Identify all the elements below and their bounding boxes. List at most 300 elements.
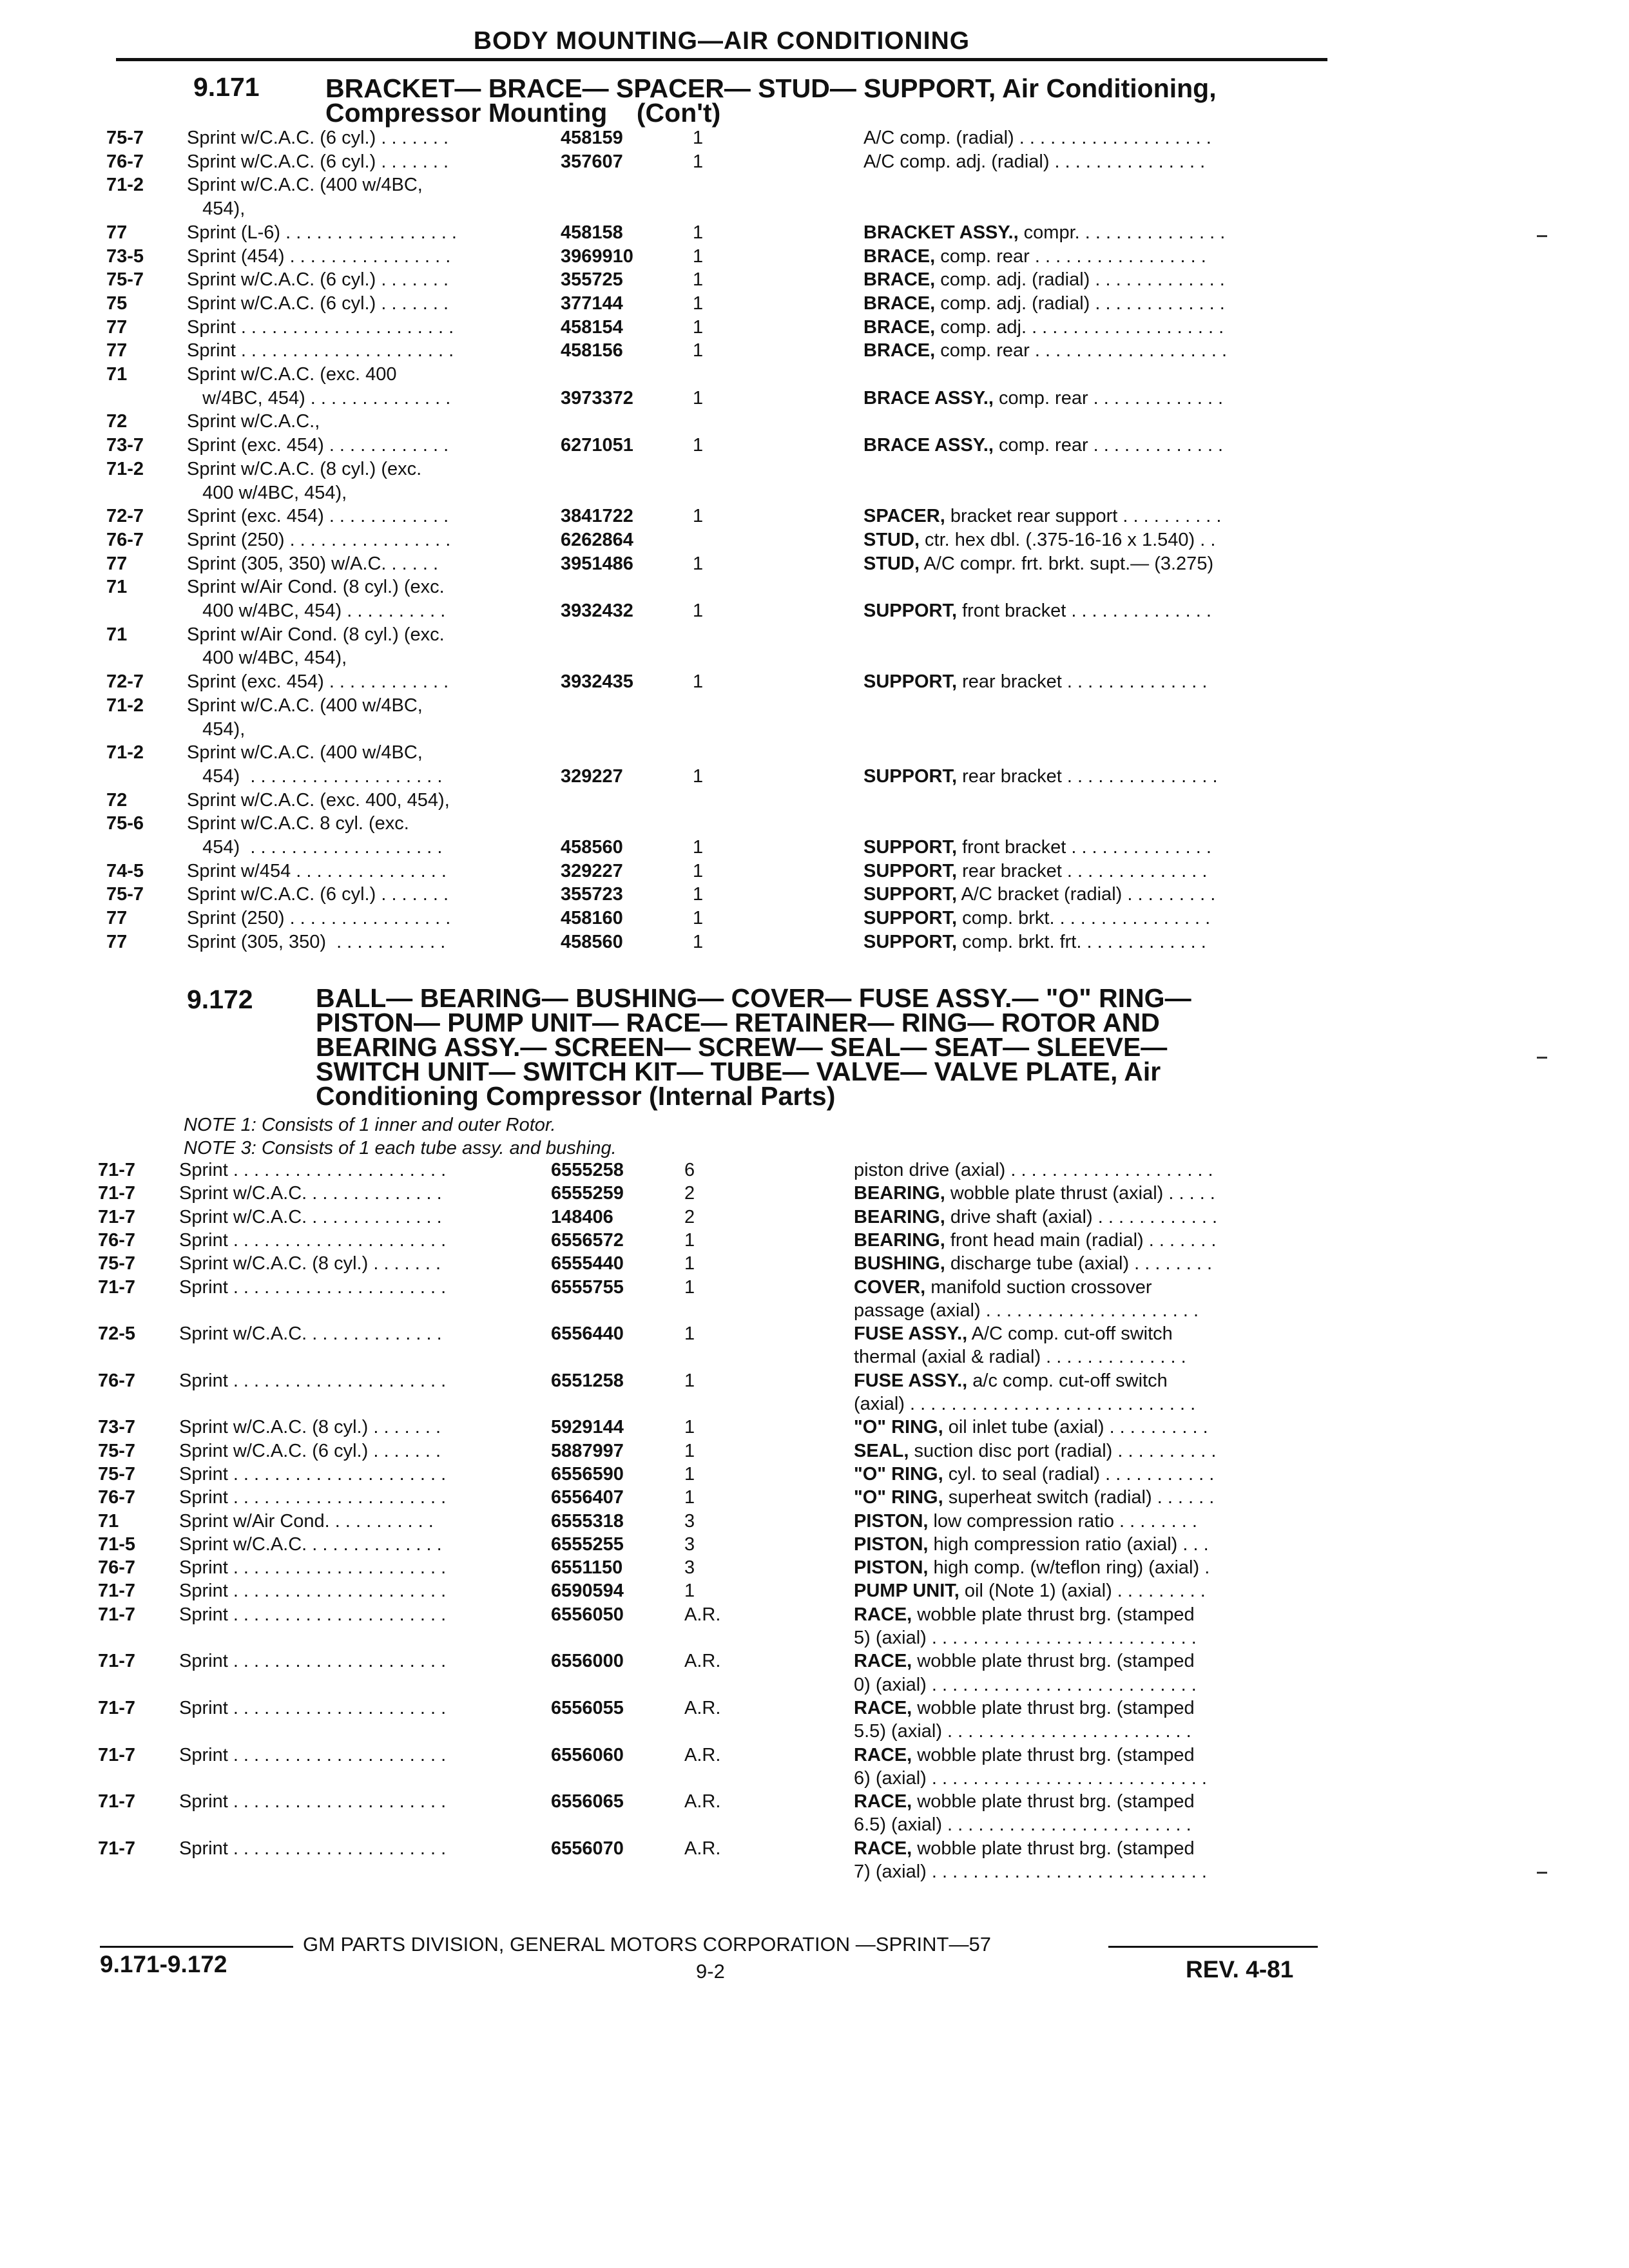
year-cell: 72-7	[106, 506, 144, 527]
parts-row	[0, 269, 1629, 293]
quantity-cell: 1	[693, 765, 704, 787]
description-keyword: BEARING,	[854, 1206, 945, 1227]
year-cell: 73-7	[106, 435, 144, 456]
description-cell	[854, 1604, 1195, 1626]
description-keyword: "O" RING,	[854, 1417, 943, 1438]
description-keyword: BUSHING,	[854, 1253, 945, 1274]
description-text: compr. . . . . . . . . . . . . . .	[1018, 222, 1226, 243]
parts-row	[0, 1745, 1629, 1768]
description-text: wobble plate thrust brg. (stamped	[912, 1838, 1195, 1859]
description-text: comp. brkt. frt. . . . . . . . . . . . .	[957, 931, 1206, 952]
description-cell	[863, 908, 1210, 929]
model-cell: Sprint w/Air Cond. . . . . . . . . . .	[179, 1510, 434, 1532]
part-number-cell: 6556572	[551, 1229, 624, 1251]
model-cell: Sprint w/C.A.C. (6 cyl.) . . . . . . .	[187, 293, 449, 314]
model-cell: Sprint (exc. 454) . . . . . . . . . . . .	[187, 506, 449, 527]
description-keyword: PISTON,	[854, 1510, 929, 1532]
parts-row	[0, 1721, 1629, 1744]
description-text: front bracket . . . . . . . . . . . . . .	[957, 601, 1211, 621]
part-number-cell: 6555259	[551, 1183, 624, 1204]
year-cell: 77	[106, 931, 128, 952]
margin-mark	[1537, 235, 1547, 237]
parts-row	[0, 1557, 1629, 1581]
section-title-line: PISTON— PUMP UNIT— RACE— RETAINER— RING— ROTOR AND	[316, 1008, 1160, 1037]
parts-row	[0, 577, 1629, 600]
parts-row	[0, 1277, 1629, 1300]
model-cell: Sprint (454) . . . . . . . . . . . . . . . .	[187, 245, 451, 267]
description-cell	[854, 1417, 1208, 1438]
model-cell: Sprint w/C.A.C. (6 cyl.) . . . . . . .	[187, 884, 449, 905]
part-number-cell: 5887997	[551, 1440, 624, 1461]
description-keyword: PISTON,	[854, 1557, 929, 1579]
description-cell	[854, 1698, 1195, 1719]
parts-row	[0, 364, 1629, 387]
description-text: A/C compr. frt. brkt. supt.— (3.275)	[920, 553, 1214, 574]
year-cell: 72-7	[106, 671, 144, 693]
description-text: wobble plate thrust brg. (stamped	[912, 1651, 1195, 1672]
description-text: discharge tube (axial) . . . . . . . .	[945, 1253, 1213, 1274]
parts-row	[0, 790, 1629, 813]
description-text: rear bracket . . . . . . . . . . . . . . .	[957, 765, 1218, 787]
part-number-cell: 329227	[561, 765, 623, 787]
parts-row	[0, 1814, 1629, 1838]
parts-row	[0, 1675, 1629, 1698]
part-number-cell: 5929144	[551, 1417, 624, 1438]
description-keyword: BRACE ASSY.,	[863, 435, 994, 456]
model-cell: 454) . . . . . . . . . . . . . . . . . . .	[187, 837, 443, 858]
description-keyword: SUPPORT,	[863, 931, 958, 952]
model-cell: Sprint . . . . . . . . . . . . . . . . . . . . .	[179, 1697, 447, 1718]
description-text: front bracket . . . . . . . . . . . . . .	[957, 837, 1211, 858]
year-cell: 76-7	[98, 1370, 136, 1391]
model-cell: Sprint w/454 . . . . . . . . . . . . . . .	[187, 860, 447, 881]
description-text: comp. rear . . . . . . . . . . . . . . . . .	[935, 245, 1206, 267]
part-number-cell: 355723	[561, 884, 623, 905]
parts-row	[0, 1441, 1629, 1464]
quantity-cell: 6	[684, 1160, 695, 1180]
part-number-cell: 458560	[561, 837, 623, 858]
year-cell: 71-7	[98, 1206, 136, 1227]
page-number: 9-2	[696, 1960, 725, 1983]
description-keyword: STUD,	[863, 553, 920, 574]
model-cell: 454),	[187, 718, 246, 740]
part-number-cell: 6551258	[551, 1370, 624, 1391]
description-keyword: SUPPORT,	[863, 765, 958, 787]
description-cell	[863, 435, 1223, 456]
description-keyword: BRACKET ASSY.,	[863, 222, 1019, 243]
parts-row	[0, 459, 1629, 482]
description-text: A/C comp. (radial) . . . . . . . . . . . . . . . . . . .	[863, 128, 1211, 148]
model-cell: Sprint w/C.A.C. . . . . . . . . . . . . .	[179, 1183, 442, 1204]
part-number-cell: 6271051	[561, 435, 633, 456]
model-cell: Sprint w/Air Cond. (8 cyl.) (exc.	[187, 577, 445, 598]
quantity-cell: 1	[693, 601, 704, 621]
model-cell: Sprint w/C.A.C. (6 cyl.) . . . . . . .	[179, 1440, 441, 1461]
description-cell	[854, 1814, 1191, 1836]
part-number-cell: 6551150	[551, 1557, 623, 1579]
revision-label: REV. 4-81	[1186, 1956, 1294, 1983]
description-cell	[854, 1487, 1214, 1508]
parts-row	[0, 1160, 1629, 1183]
description-cell	[863, 506, 1221, 527]
description-keyword: BRACE,	[863, 293, 936, 314]
year-cell: 71-7	[98, 1744, 136, 1765]
year-cell: 73-5	[106, 245, 144, 267]
part-number-cell: 6556070	[551, 1838, 624, 1859]
parts-row	[0, 695, 1629, 718]
description-cell	[854, 1628, 1197, 1649]
part-number-cell: 148406	[551, 1206, 613, 1227]
quantity-cell: 1	[693, 316, 704, 338]
description-keyword: BEARING,	[854, 1183, 945, 1204]
description-keyword: PISTON,	[854, 1533, 929, 1555]
model-cell: Sprint w/C.A.C.,	[187, 411, 320, 432]
description-keyword: FUSE ASSY.,	[854, 1323, 968, 1345]
parts-row	[0, 1604, 1629, 1628]
quantity-cell: 1	[693, 340, 704, 361]
quantity-cell: 1	[693, 269, 704, 291]
model-cell: 454) . . . . . . . . . . . . . . . . . . .	[187, 765, 443, 787]
description-text: wobble plate thrust brg. (stamped	[912, 1604, 1195, 1625]
description-cell	[854, 1581, 1206, 1602]
description-cell	[854, 1675, 1197, 1696]
quantity-cell: 3	[684, 1533, 695, 1555]
quantity-cell: 1	[693, 435, 704, 456]
description-keyword: COVER,	[854, 1276, 926, 1298]
description-keyword: SUPPORT,	[863, 601, 958, 621]
model-cell: Sprint . . . . . . . . . . . . . . . . . . . . .	[179, 1581, 447, 1602]
description-text: wobble plate thrust brg. (stamped	[912, 1791, 1195, 1812]
description-text: comp. rear . . . . . . . . . . . . .	[993, 435, 1224, 456]
model-cell: Sprint . . . . . . . . . . . . . . . . . . . . .	[179, 1838, 447, 1859]
description-cell	[863, 884, 1215, 905]
parts-row	[0, 553, 1629, 577]
model-cell: 400 w/4BC, 454),	[187, 648, 347, 669]
margin-mark	[1537, 1057, 1547, 1059]
parts-row	[0, 1861, 1629, 1885]
quantity-cell: 1	[693, 222, 704, 243]
parts-row	[0, 411, 1629, 434]
description-cell	[854, 1253, 1212, 1274]
description-cell	[863, 837, 1211, 858]
model-cell: Sprint (250) . . . . . . . . . . . . . . . .	[187, 908, 451, 929]
year-cell: 71	[106, 624, 128, 645]
description-text: superheat switch (radial) . . . . . .	[943, 1487, 1215, 1508]
description-keyword: STUD,	[863, 529, 920, 550]
description-cell	[854, 1207, 1217, 1228]
description-text: 6.5) (axial) . . . . . . . . . . . . . . . . . . . . . . . .	[854, 1814, 1191, 1836]
model-cell: Sprint . . . . . . . . . . . . . . . . . . . . .	[179, 1487, 447, 1508]
description-cell	[854, 1791, 1195, 1812]
model-cell: Sprint . . . . . . . . . . . . . . . . . . . . .	[179, 1276, 447, 1298]
parts-row	[0, 1768, 1629, 1791]
description-cell	[854, 1300, 1199, 1321]
description-text: thermal (axial & radial) . . . . . . . . . . . . . .	[854, 1347, 1186, 1368]
parts-row	[0, 648, 1629, 671]
model-cell: Sprint w/C.A.C. 8 cyl. (exc.	[187, 813, 409, 834]
parts-row	[0, 198, 1629, 222]
description-text: high compression ratio (axial) . . .	[928, 1533, 1209, 1555]
description-keyword: PUMP UNIT,	[854, 1581, 959, 1602]
part-number-cell: 3973372	[561, 387, 633, 408]
description-text: rear bracket . . . . . . . . . . . . . .	[957, 671, 1208, 693]
parts-row	[0, 388, 1629, 411]
quantity-cell: 1	[693, 908, 704, 929]
description-cell	[863, 671, 1207, 693]
description-cell	[854, 1347, 1186, 1368]
quantity-cell: 1	[684, 1323, 695, 1345]
parts-row	[0, 1534, 1629, 1557]
year-cell: 71-2	[106, 458, 144, 479]
part-number-cell: 355725	[561, 269, 623, 291]
model-cell: Sprint . . . . . . . . . . . . . . . . . . . . .	[179, 1791, 447, 1812]
parts-row	[0, 932, 1629, 955]
quantity-cell: 1	[693, 128, 704, 148]
part-number-cell: 458159	[561, 128, 623, 148]
quantity-cell: A.R.	[684, 1838, 721, 1859]
parts-row	[0, 1628, 1629, 1651]
year-cell: 75-6	[106, 813, 144, 834]
model-cell: Sprint w/C.A.C. (400 w/4BC,	[187, 695, 423, 716]
parts-row	[0, 742, 1629, 765]
year-cell: 71-7	[98, 1697, 136, 1718]
description-keyword: BRACE,	[863, 269, 936, 291]
part-number-cell: 458158	[561, 222, 623, 243]
description-keyword: BRACE ASSY.,	[863, 387, 994, 408]
quantity-cell: 2	[684, 1206, 695, 1227]
parts-row	[0, 719, 1629, 742]
parts-row	[0, 128, 1629, 151]
parts-row	[0, 222, 1629, 245]
description-text: piston drive (axial) . . . . . . . . . . . . . . . . . . . .	[854, 1160, 1213, 1180]
quantity-cell: A.R.	[684, 1697, 721, 1718]
part-number-cell: 6556050	[551, 1604, 624, 1625]
year-cell: 75-7	[98, 1463, 136, 1485]
year-cell: 71	[98, 1510, 119, 1532]
note: NOTE 1: Consists of 1 inner and outer Rotor.	[184, 1115, 556, 1135]
description-cell	[863, 222, 1225, 244]
model-cell: 400 w/4BC, 454) . . . . . . . . . .	[187, 601, 446, 621]
year-cell: 71-7	[98, 1183, 136, 1204]
year-cell: 71-7	[98, 1604, 136, 1625]
description-keyword: SUPPORT,	[863, 671, 958, 693]
description-cell	[854, 1721, 1191, 1742]
description-text: ctr. hex dbl. (.375-16-16 x 1.540) . .	[920, 529, 1216, 550]
description-keyword: BRACE,	[863, 316, 936, 338]
part-number-cell: 329227	[561, 860, 623, 881]
section-title-line: BRACKET— BRACE— SPACER— STUD— SUPPORT, Air Conditioning,	[325, 73, 1217, 103]
description-cell	[863, 530, 1215, 551]
parts-row	[0, 1581, 1629, 1604]
part-number-cell: 357607	[561, 151, 623, 172]
model-cell: Sprint . . . . . . . . . . . . . . . . . . . . .	[179, 1463, 447, 1485]
year-cell: 76-7	[98, 1487, 136, 1508]
year-cell: 71	[106, 577, 128, 598]
description-keyword: BRACE,	[863, 245, 936, 267]
part-number-cell: 3969910	[561, 245, 633, 267]
parts-row	[0, 1417, 1629, 1440]
quantity-cell: A.R.	[684, 1791, 721, 1812]
description-cell	[854, 1160, 1213, 1181]
description-cell	[863, 766, 1218, 787]
quantity-cell: A.R.	[684, 1744, 721, 1765]
description-cell	[854, 1838, 1195, 1860]
year-cell: 71	[106, 364, 128, 385]
parts-row	[0, 1370, 1629, 1394]
model-cell: 454),	[187, 198, 246, 220]
parts-row	[0, 151, 1629, 175]
quantity-cell: 2	[684, 1183, 695, 1204]
model-cell: Sprint w/Air Cond. (8 cyl.) (exc.	[187, 624, 445, 645]
year-cell: 71-2	[106, 695, 144, 716]
part-number-cell: 6555255	[551, 1533, 624, 1555]
description-cell	[854, 1370, 1168, 1392]
part-number-cell: 6556055	[551, 1697, 624, 1718]
description-keyword: RACE,	[854, 1791, 912, 1812]
quantity-cell: 3	[684, 1557, 695, 1579]
description-text: A/C comp. cut-off switch	[967, 1323, 1173, 1345]
parts-row	[0, 908, 1629, 931]
part-number-cell: 3932432	[561, 601, 633, 621]
description-keyword: SUPPORT,	[863, 860, 958, 881]
description-cell	[854, 1557, 1210, 1579]
description-cell	[863, 340, 1227, 361]
model-cell: Sprint w/C.A.C. (exc. 400	[187, 364, 397, 385]
description-text: suction disc port (radial) . . . . . . . . . .	[909, 1440, 1217, 1461]
year-cell: 71-7	[98, 1838, 136, 1859]
year-cell: 75	[106, 293, 128, 314]
footer-rule-right	[1108, 1946, 1318, 1948]
model-cell: Sprint (250) . . . . . . . . . . . . . . . .	[187, 529, 451, 550]
year-cell: 71-7	[98, 1276, 136, 1298]
model-cell: Sprint . . . . . . . . . . . . . . . . . . . . .	[179, 1744, 447, 1765]
description-text: 5.5) (axial) . . . . . . . . . . . . . . . . . . . . . . . .	[854, 1721, 1191, 1742]
description-keyword: "O" RING,	[854, 1487, 943, 1508]
year-cell: 71-7	[98, 1791, 136, 1812]
model-cell: Sprint (305, 350) . . . . . . . . . . .	[187, 931, 446, 952]
description-text: cyl. to seal (radial) . . . . . . . . . . .	[943, 1463, 1215, 1485]
description-text: rear bracket . . . . . . . . . . . . . .	[957, 860, 1208, 881]
description-cell	[863, 151, 1205, 173]
model-cell: Sprint w/C.A.C. (8 cyl.) (exc.	[187, 458, 422, 479]
description-text: wobble plate thrust brg. (stamped	[912, 1744, 1195, 1765]
description-keyword: BEARING,	[854, 1229, 945, 1251]
description-text: wobble plate thrust brg. (stamped	[912, 1697, 1195, 1718]
section-title-line: Conditioning Compressor (Internal Parts)	[316, 1081, 836, 1111]
year-cell: 76-7	[106, 529, 144, 550]
description-text: A/C comp. adj. (radial) . . . . . . . . . . . . . . .	[863, 151, 1206, 172]
part-number-cell: 3951486	[561, 553, 633, 574]
part-number-cell: 377144	[561, 293, 623, 314]
description-cell	[854, 1277, 1152, 1298]
description-text: high comp. (w/teflon ring) (axial) .	[928, 1557, 1210, 1579]
footer-credit: GM PARTS DIVISION, GENERAL MOTORS CORPORATION —SPRINT—57	[303, 1933, 991, 1956]
part-number-cell: 458560	[561, 931, 623, 952]
year-cell: 71-7	[98, 1651, 136, 1672]
description-keyword: RACE,	[854, 1697, 912, 1718]
parts-row	[0, 317, 1629, 340]
description-keyword: SPACER,	[863, 506, 945, 527]
parts-row	[0, 1347, 1629, 1370]
quantity-cell: 1	[693, 884, 704, 905]
quantity-cell: 1	[693, 553, 704, 574]
description-cell	[863, 317, 1224, 338]
description-keyword: RACE,	[854, 1744, 912, 1765]
year-cell: 73-7	[98, 1417, 136, 1438]
description-text: wobble plate thrust (axial) . . . . .	[945, 1183, 1215, 1204]
parts-row	[0, 1487, 1629, 1510]
description-text: A/C bracket (radial) . . . . . . . . .	[957, 884, 1216, 905]
parts-row	[0, 884, 1629, 907]
part-number-cell: 3932435	[561, 671, 633, 693]
model-cell: Sprint . . . . . . . . . . . . . . . . . . . . .	[187, 316, 454, 338]
parts-row	[0, 1253, 1629, 1276]
year-cell: 75-7	[106, 884, 144, 905]
model-cell: w/4BC, 454) . . . . . . . . . . . . . .	[187, 387, 451, 408]
description-cell	[854, 1394, 1195, 1415]
model-cell: Sprint . . . . . . . . . . . . . . . . . . . . .	[179, 1160, 447, 1180]
part-number-cell: 458156	[561, 340, 623, 361]
quantity-cell: 1	[684, 1229, 695, 1251]
section-title-line: BALL— BEARING— BUSHING— COVER— FUSE ASSY.— "O" RING—	[316, 983, 1191, 1013]
description-text: comp. adj. (radial) . . . . . . . . . . . . .	[935, 293, 1225, 314]
model-cell: Sprint . . . . . . . . . . . . . . . . . . . . .	[179, 1604, 447, 1625]
description-keyword: SUPPORT,	[863, 837, 958, 858]
model-cell: Sprint . . . . . . . . . . . . . . . . . . . . .	[179, 1229, 447, 1251]
part-number-cell: 458160	[561, 908, 623, 929]
year-cell: 76-7	[106, 151, 144, 172]
description-cell	[863, 932, 1206, 953]
footer-rule-left	[100, 1946, 293, 1948]
parts-row	[0, 1207, 1629, 1230]
parts-row	[0, 861, 1629, 884]
parts-row	[0, 601, 1629, 624]
part-number-cell: 6556000	[551, 1651, 624, 1672]
description-keyword: SUPPORT,	[863, 908, 958, 929]
footer-section-range: 9.171-9.172	[100, 1951, 227, 1977]
quantity-cell: 1	[684, 1581, 695, 1602]
parts-row	[0, 435, 1629, 458]
parts-row	[0, 813, 1629, 836]
model-cell: Sprint w/C.A.C. . . . . . . . . . . . . .	[179, 1533, 442, 1555]
model-cell: Sprint (305, 350) w/A.C. . . . . .	[187, 553, 439, 574]
parts-row	[0, 837, 1629, 860]
quantity-cell: 1	[693, 506, 704, 527]
part-number-cell: 6262864	[561, 529, 633, 550]
model-cell: Sprint w/C.A.C. (400 w/4BC,	[187, 175, 423, 196]
part-number-cell: 6556060	[551, 1744, 624, 1765]
header-rule	[116, 58, 1327, 61]
description-text: comp. rear . . . . . . . . . . . . .	[993, 387, 1224, 408]
description-cell	[854, 1768, 1207, 1789]
description-cell	[854, 1745, 1195, 1766]
year-cell: 72	[106, 789, 128, 811]
parts-row	[0, 624, 1629, 648]
parts-row	[0, 340, 1629, 363]
note: NOTE 3: Consists of 1 each tube assy. and bushing.	[184, 1138, 617, 1158]
year-cell: 71-5	[98, 1533, 136, 1555]
year-cell: 74-5	[106, 860, 144, 881]
year-cell: 72-5	[98, 1323, 136, 1345]
description-keyword: RACE,	[854, 1604, 912, 1625]
description-cell	[863, 553, 1213, 575]
year-cell: 77	[106, 908, 128, 929]
description-text: oil inlet tube (axial) . . . . . . . . . .	[943, 1417, 1208, 1438]
quantity-cell: 1	[693, 837, 704, 858]
description-cell	[854, 1464, 1214, 1485]
parts-row	[0, 175, 1629, 198]
parts-row	[0, 530, 1629, 553]
